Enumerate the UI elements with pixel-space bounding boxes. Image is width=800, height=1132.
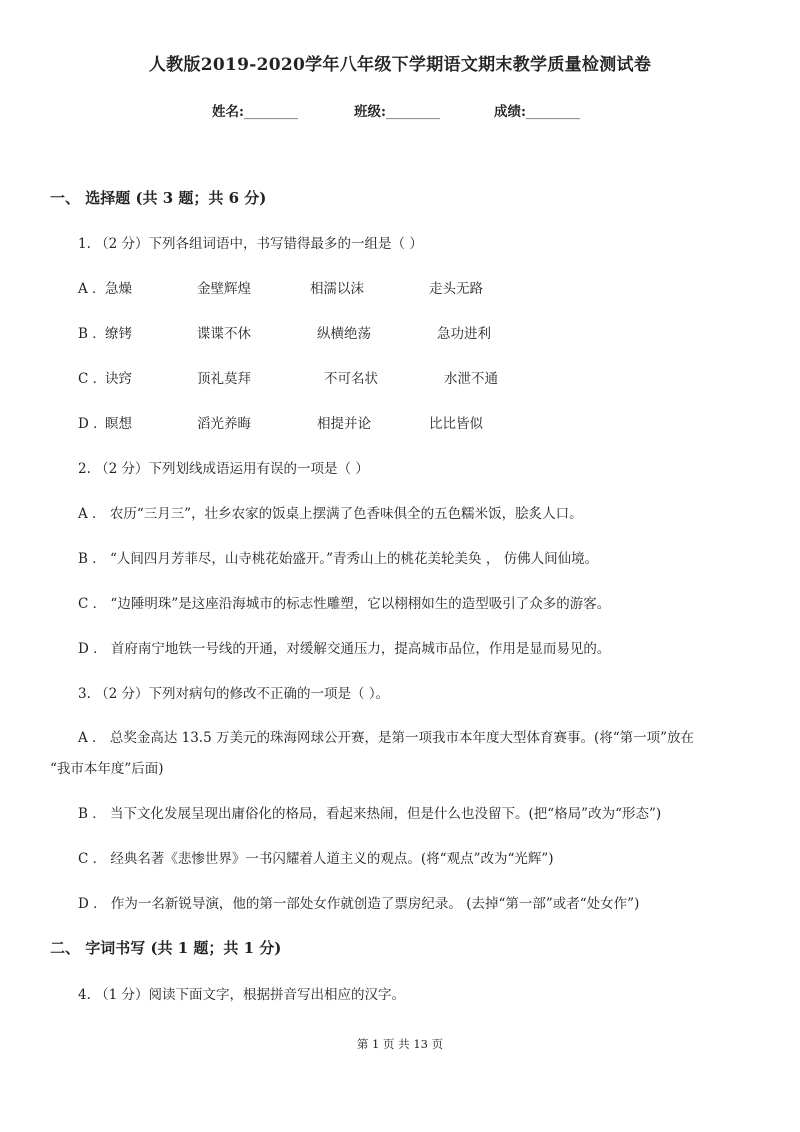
option-letter[interactable]: A ．	[78, 281, 106, 297]
page-footer: 第 1 页 共 13 页	[356, 1037, 444, 1051]
class-field[interactable]	[354, 100, 440, 120]
name-label: 姓名:	[212, 104, 244, 120]
option-word: 滔光养晦	[197, 416, 251, 432]
option-c[interactable]: C ． 经典名著《悲惨世界》一书闪耀着人道主义的观点。(将“观点”改为“光辉”)	[78, 851, 554, 867]
question-stem: 1. （2 分）下列各组词语中，书写错得最多的一组是（ ）	[78, 236, 423, 252]
option-word: 急功进利	[437, 326, 491, 342]
option-letter[interactable]: D ．	[78, 416, 107, 432]
option-a[interactable]: A ． 总奖金高达 13.5 万美元的珠海网球公开赛，是第一项我市本年度大型体育赛事。(将“第一项”放在	[78, 730, 695, 746]
question-stem: 4. （1 分）阅读下面文字，根据拼音写出相应的汉字。	[78, 987, 406, 1003]
score-label: 成绩:	[494, 104, 526, 120]
name-blank[interactable]: ________	[243, 104, 298, 120]
option-a-continuation: “我市本年度”后面)	[50, 761, 164, 777]
class-label: 班级:	[354, 104, 386, 120]
page-title: 人教版2019-2020学年八年级下学期语文期末教学质量检测试卷	[148, 55, 652, 75]
option-word: 金壁辉煌	[197, 281, 251, 297]
name-field[interactable]	[212, 100, 298, 120]
option-word: 相提并论	[317, 416, 371, 432]
option-word: 走头无路	[429, 281, 483, 297]
option-word: 谍谍不休	[197, 326, 251, 342]
option-word: 顶礼莫拜	[197, 371, 251, 387]
option-d[interactable]: D ． 首府南宁地铁一号线的开通，对缓解交通压力，提高城市品位，作用是显而易见的。	[78, 641, 611, 657]
option-c[interactable]: C ． “边陲明珠”是这座沿海城市的标志性雕塑，它以栩栩如生的造型吸引了众多的游客。	[78, 596, 611, 612]
option-word: 瞑想	[105, 416, 132, 432]
option-letter[interactable]: C ．	[78, 371, 107, 387]
option-b[interactable]: B ． 当下文化发展呈现出庸俗化的格局，看起来热闹，但是什么也没留下。(把“格局”改为“形态”)	[78, 806, 662, 822]
option-word: 缭铐	[105, 326, 132, 342]
option-word: 急燥	[105, 281, 132, 297]
question-stem: 2. （2 分）下列划线成语运用有误的一项是（ ）	[78, 461, 369, 477]
option-d[interactable]: D ． 作为一名新锐导演，他的第一部处女作就创造了票房纪录。 (去掉“第一部”或者“处女作”)	[78, 896, 640, 912]
section-heading: 一、 选择题 (共 3 题；共 6 分)	[50, 189, 267, 207]
class-blank[interactable]: ________	[385, 104, 440, 120]
option-b[interactable]: B ． “人间四月芳菲尽，山寺桃花始盛开。”青秀山上的桃花美轮美奂 ， 仿佛人间仙境。	[78, 551, 599, 567]
option-word: 比比皆似	[429, 416, 483, 432]
option-word: 纵横绝荡	[317, 326, 371, 342]
option-word: 不可名状	[324, 371, 378, 387]
section-heading: 二、 字词书写 (共 1 题；共 1 分)	[50, 939, 282, 957]
option-word: 相濡以沫	[310, 281, 364, 297]
option-a[interactable]: A ． 农历“三月三”，壮乡农家的饭桌上摆满了色香味俱全的五色糯米饭，脍炙人口。	[78, 506, 583, 522]
option-word: 诀窍	[105, 371, 132, 387]
score-blank[interactable]: ________	[525, 104, 580, 120]
option-word: 水泄不通	[444, 371, 498, 387]
question-stem: 3. （2 分）下列对病句的修改不正确的一项是（ ）。	[78, 686, 390, 702]
option-letter[interactable]: B ．	[78, 326, 106, 342]
score-field[interactable]	[494, 100, 580, 120]
